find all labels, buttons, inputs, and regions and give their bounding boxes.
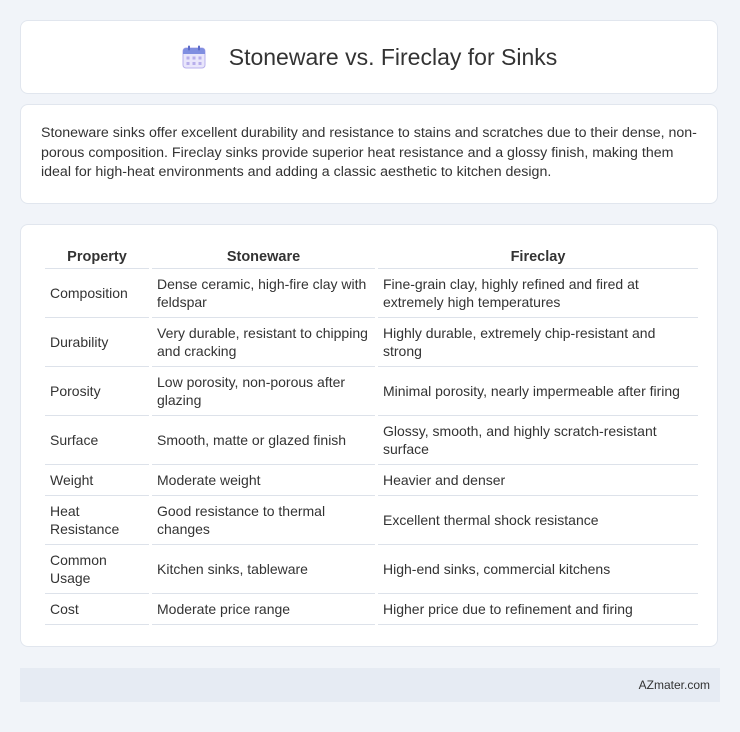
property-cell: Surface <box>45 416 149 465</box>
intro-paragraph: Stoneware sinks offer excellent durability and resistance to stains and scratches due to their dense, non-porous composition. Fireclay sinks provide superior heat resistance and a glossy finish, making them ideal for high-heat environments and adding a classic aesthetic to kitchen design. <box>41 125 697 180</box>
footer-bar <box>20 668 720 702</box>
fireclay-cell: Minimal porosity, nearly impermeable after firing <box>378 367 698 416</box>
stoneware-cell: Dense ceramic, high-fire clay with feldspar <box>152 269 375 318</box>
intro-card <box>20 104 718 204</box>
title-card <box>20 20 718 94</box>
stoneware-cell: Moderate price range <box>152 594 375 625</box>
fireclay-cell: Glossy, smooth, and highly scratch-resistant surface <box>378 416 698 465</box>
fireclay-cell: Higher price due to refinement and firing <box>378 594 698 625</box>
property-cell: Common Usage <box>45 545 149 594</box>
table-row <box>45 269 698 318</box>
table-row <box>45 465 698 496</box>
fireclay-cell: High-end sinks, commercial kitchens <box>378 545 698 594</box>
table-row <box>45 496 698 545</box>
calendar-icon <box>181 44 207 70</box>
fireclay-cell: Heavier and denser <box>378 465 698 496</box>
stoneware-cell: Good resistance to thermal changes <box>152 496 375 545</box>
table-row <box>45 318 698 367</box>
stoneware-cell: Kitchen sinks, tableware <box>152 545 375 594</box>
property-cell: Composition <box>45 269 149 318</box>
table-row <box>45 367 698 416</box>
table-card <box>20 224 718 647</box>
fireclay-cell: Excellent thermal shock resistance <box>378 496 698 545</box>
page-title: Stoneware vs. Fireclay for Sinks <box>228 43 558 70</box>
property-cell: Heat Resistance <box>45 496 149 545</box>
property-cell: Durability <box>45 318 149 367</box>
property-cell: Weight <box>45 465 149 496</box>
footer-site-name: AZmater.com <box>638 678 710 692</box>
stoneware-cell: Low porosity, non-porous after glazing <box>152 367 375 416</box>
table-row <box>45 545 698 594</box>
comparison-table <box>42 245 701 625</box>
fireclay-cell: Highly durable, extremely chip-resistant and strong <box>378 318 698 367</box>
property-cell: Cost <box>45 594 149 625</box>
header-property: Property <box>45 245 149 269</box>
fireclay-cell: Fine-grain clay, highly refined and fired at extremely high temperatures <box>378 269 698 318</box>
stoneware-cell: Very durable, resistant to chipping and cracking <box>152 318 375 367</box>
table-header-row <box>45 245 698 269</box>
header-fireclay: Fireclay <box>378 245 698 269</box>
table-row <box>45 594 698 625</box>
table-row <box>45 416 698 465</box>
stoneware-cell: Smooth, matte or glazed finish <box>152 416 375 465</box>
property-cell: Porosity <box>45 367 149 416</box>
stoneware-cell: Moderate weight <box>152 465 375 496</box>
header-stoneware: Stoneware <box>152 245 375 269</box>
